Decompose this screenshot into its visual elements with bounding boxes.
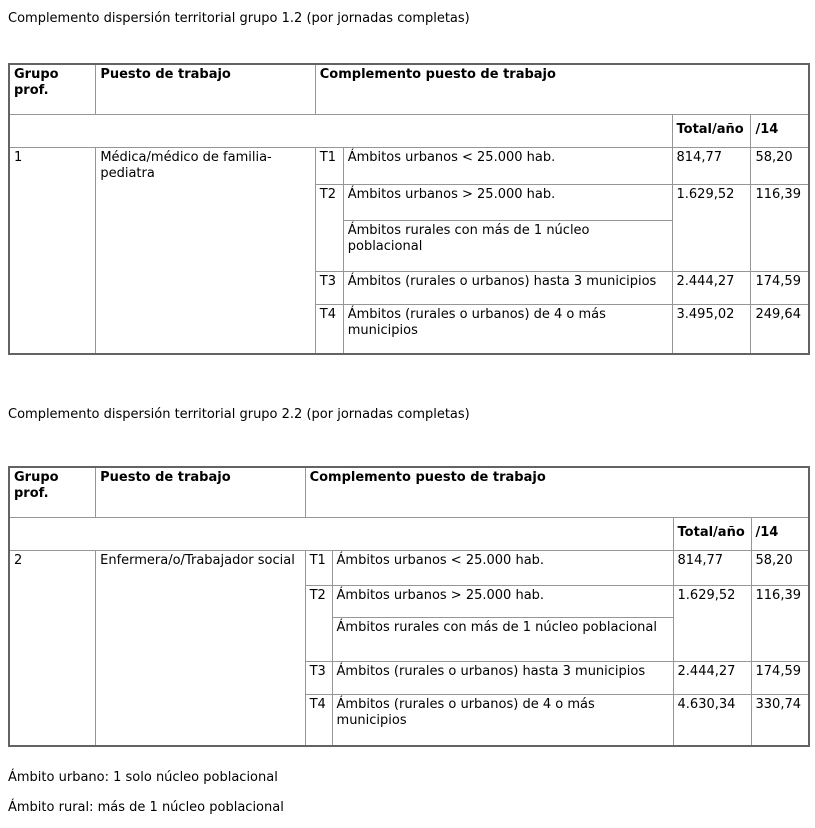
per14-value-t1: 58,20 — [751, 147, 809, 184]
puesto-name: Enfermera/o/Trabajador social — [96, 550, 305, 746]
subheader-empty-cell — [9, 517, 673, 550]
col-header-total-ano: Total/año — [673, 517, 751, 550]
puesto-name: Médica/médico de familia-pediatra — [96, 147, 315, 354]
tramo-label-t2: T2 — [305, 585, 332, 661]
total-ano-value-t1: 814,77 — [672, 147, 751, 184]
subheader-empty-cell — [9, 114, 672, 147]
col-header-complemento: Complemento puesto de trabajo — [315, 64, 809, 114]
tramo-label-t1: T1 — [305, 550, 332, 585]
section-title-grupo-1-2: Complemento dispersión territorial grupo 1.2 (por jornadas completas) — [8, 11, 470, 26]
tramo-desc-t2-urbano: Ámbitos urbanos > 25.000 hab. — [332, 585, 673, 617]
per14-value-t2: 116,39 — [751, 184, 809, 271]
col-header-per14: /14 — [751, 517, 809, 550]
tramo-desc-t4: Ámbitos (rurales o urbanos) de 4 o más municipios — [343, 304, 672, 354]
tramo-label-t2: T2 — [315, 184, 343, 271]
table-row-t1 — [9, 550, 809, 585]
table-row-t1 — [9, 147, 809, 184]
col-header-per14: /14 — [751, 114, 809, 147]
total-ano-value-t4: 3.495,02 — [672, 304, 751, 354]
table-subheader-row — [9, 517, 809, 550]
grupo-number: 2 — [9, 550, 96, 746]
total-ano-value-t3: 2.444,27 — [672, 271, 751, 304]
total-ano-value-t4: 4.630,34 — [673, 694, 751, 746]
per14-value-t4: 330,74 — [751, 694, 809, 746]
footnote-ambito-rural: Ámbito rural: más de 1 núcleo poblacional — [8, 800, 284, 815]
table-subheader-row — [9, 114, 809, 147]
tramo-label-t4: T4 — [305, 694, 332, 746]
per14-value-t4: 249,64 — [751, 304, 809, 354]
col-header-complemento: Complemento puesto de trabajo — [305, 467, 809, 517]
col-header-total-ano: Total/año — [672, 114, 751, 147]
grupo-number: 1 — [9, 147, 96, 354]
tramo-desc-t1: Ámbitos urbanos < 25.000 hab. — [332, 550, 673, 585]
col-header-puesto: Puesto de trabajo — [96, 467, 305, 517]
per14-value-t3: 174,59 — [751, 271, 809, 304]
per14-value-t1: 58,20 — [751, 550, 809, 585]
per14-value-t2: 116,39 — [751, 585, 809, 661]
tramo-desc-t4: Ámbitos (rurales o urbanos) de 4 o más municipios — [332, 694, 673, 746]
total-ano-value-t1: 814,77 — [673, 550, 751, 585]
col-header-grupo-prof: Grupo prof. — [9, 467, 96, 517]
tramo-desc-t2-rural: Ámbitos rurales con más de 1 núcleo poblacional — [343, 220, 672, 271]
col-header-grupo-prof: Grupo prof. — [9, 64, 96, 114]
section-title-grupo-2-2: Complemento dispersión territorial grupo 2.2 (por jornadas completas) — [8, 407, 470, 422]
table-header-row — [9, 64, 809, 114]
tramo-desc-t2-urbano: Ámbitos urbanos > 25.000 hab. — [343, 184, 672, 220]
total-ano-value-t2: 1.629,52 — [672, 184, 751, 271]
dispersion-table-grupo-1-2 — [8, 63, 810, 355]
tramo-desc-t3: Ámbitos (rurales o urbanos) hasta 3 municipios — [332, 661, 673, 694]
total-ano-value-t3: 2.444,27 — [673, 661, 751, 694]
tramo-label-t3: T3 — [305, 661, 332, 694]
tramo-desc-t3: Ámbitos (rurales o urbanos) hasta 3 municipios — [343, 271, 672, 304]
tramo-desc-t2-rural: Ámbitos rurales con más de 1 núcleo poblacional — [332, 617, 673, 661]
table-header-row — [9, 467, 809, 517]
total-ano-value-t2: 1.629,52 — [673, 585, 751, 661]
footnote-ambito-urbano: Ámbito urbano: 1 solo núcleo poblacional — [8, 770, 278, 785]
tramo-label-t3: T3 — [315, 271, 343, 304]
col-header-puesto: Puesto de trabajo — [96, 64, 315, 114]
per14-value-t3: 174,59 — [751, 661, 809, 694]
dispersion-table-grupo-2-2 — [8, 466, 810, 747]
tramo-desc-t1: Ámbitos urbanos < 25.000 hab. — [343, 147, 672, 184]
tramo-label-t4: T4 — [315, 304, 343, 354]
tramo-label-t1: T1 — [315, 147, 343, 184]
